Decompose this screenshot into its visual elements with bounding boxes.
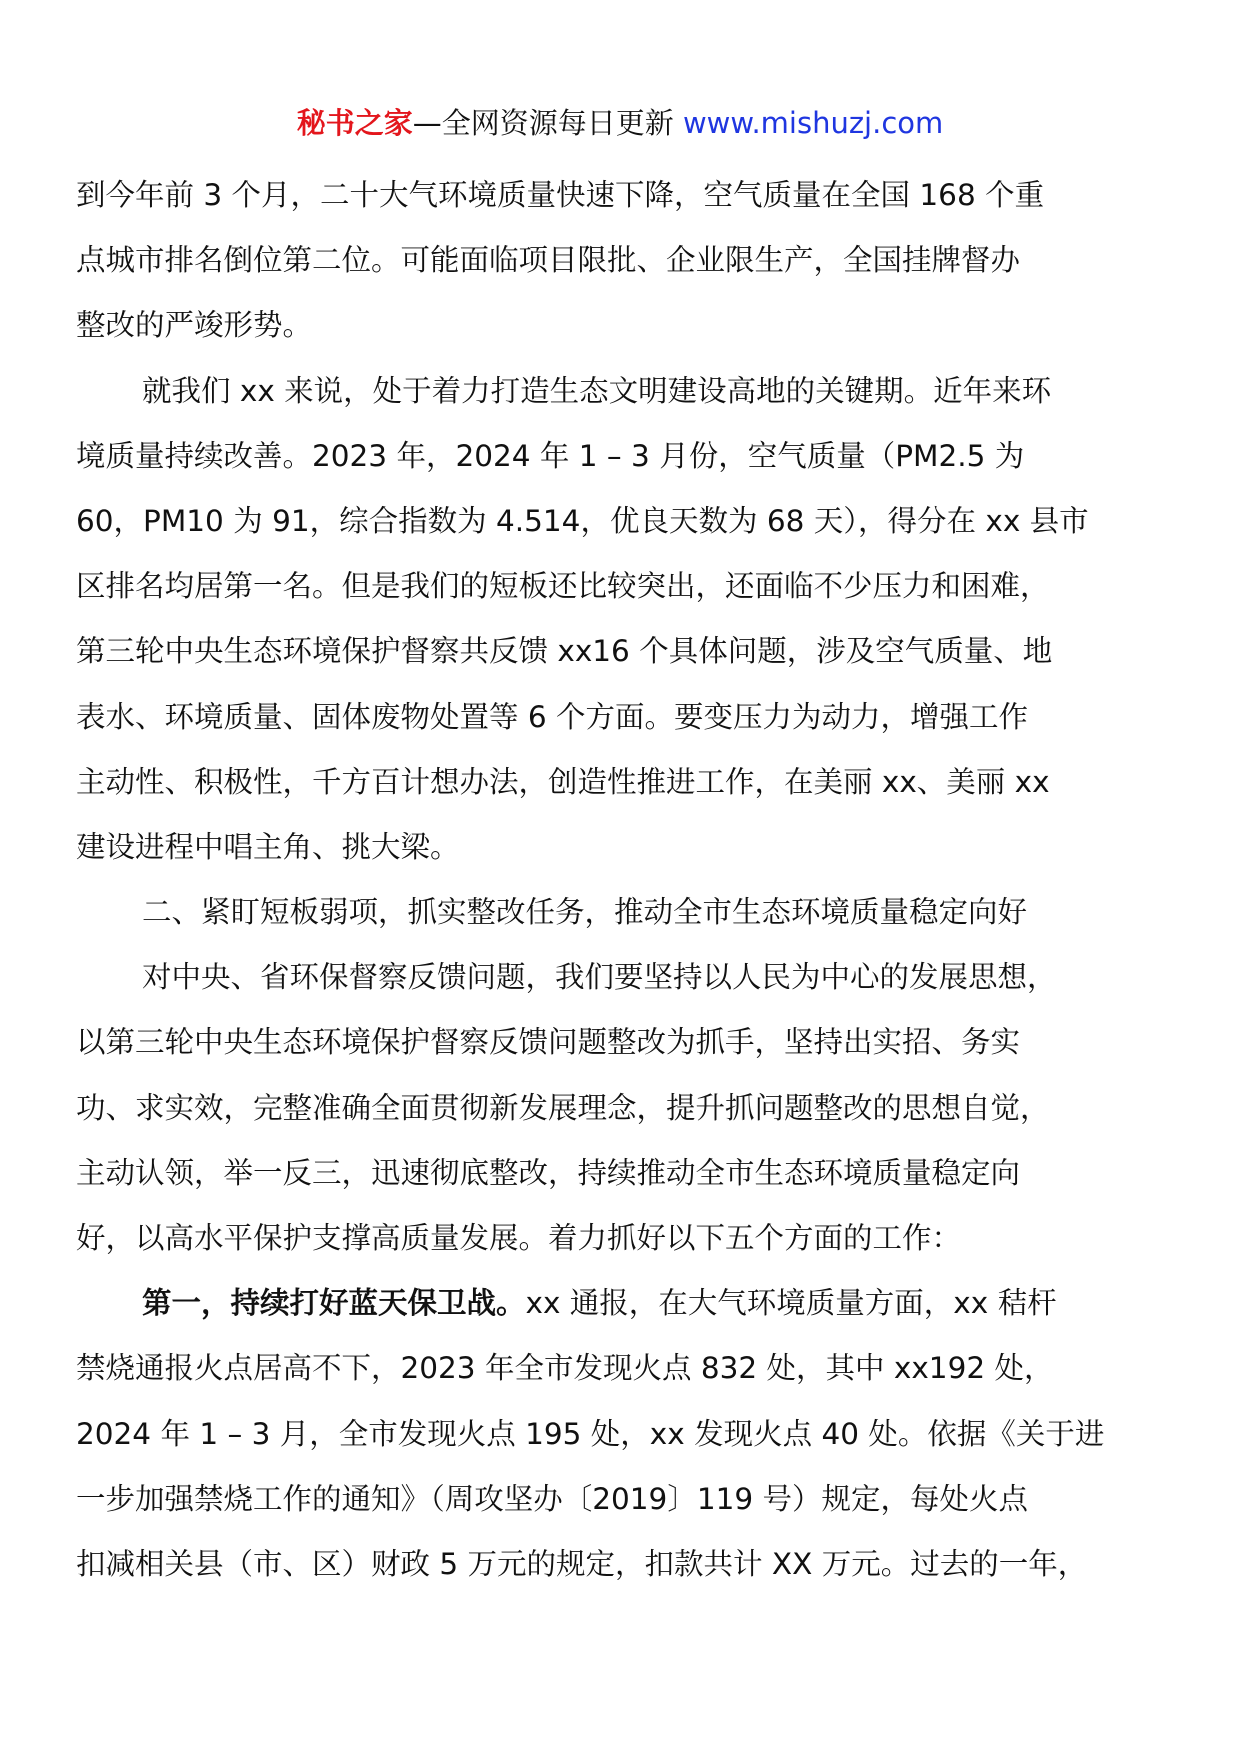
text-segment: xx 通报，在大气环境质量方面，xx 秸杆: [525, 1286, 1057, 1321]
text-line: 主动性、积极性，千方百计想办法，创造性推进工作，在美丽 xx、美丽 xx: [76, 764, 1050, 799]
text-line: 2024 年 1 – 3 月，全市发现火点 195 处，xx 发现火点 40 处。依据《关于进: [76, 1416, 1105, 1451]
text-line: 60，PM10 为 91，综合指数为 4.514，优良天数为 68 天），得分在 xx 县市: [76, 503, 1089, 538]
subsection-heading: 第一，持续打好蓝天保卫战。: [142, 1286, 526, 1321]
text-line: 建设进程中唱主角、挑大梁。: [76, 829, 460, 864]
text-line: 好，以高水平保护支撑高质量发展。着力抓好以下五个方面的工作：: [76, 1221, 962, 1255]
paragraph-start-line: [76, 1271, 1176, 1336]
section-heading: 二、紧盯短板弱项，抓实整改任务，推动全市生态环境质量稳定向好: [142, 895, 1028, 930]
text-line: 表水、环境质量、固体废物处置等 6 个方面。要变压力为动力，增强工作: [76, 699, 1029, 734]
text-line: 境质量持续改善。2023 年，2024 年 1 – 3 月份，空气质量（PM2.5 为: [76, 438, 1025, 473]
text-line: 主动认领，举一反三，迅速彻底整改，持续推动全市生态环境质量稳定向: [76, 1155, 1021, 1190]
header-tagline: —全网资源每日更新: [412, 106, 683, 140]
text-line: 区排名均居第一名。但是我们的短板还比较突出，还面临不少压力和困难，: [76, 569, 1050, 604]
brand-name: 秘书之家: [296, 106, 413, 140]
text-line: 点城市排名倒位第二位。可能面临项目限批、企业限生产，全国挂牌督办: [76, 243, 1021, 278]
paragraph-start-line: 就我们 xx 来说，处于着力打造生态文明建设高地的关键期。近年来环: [142, 373, 1052, 408]
text-line: 以第三轮中央生态环境保护督察反馈问题整改为抓手，坚持出实招、务实: [76, 1025, 1021, 1060]
text-line: 一步加强禁烧工作的通知》（周攻坚办〔2019〕119 号）规定，每处火点: [76, 1481, 1029, 1516]
text-line: 扣减相关县（市、区）财政 5 万元的规定，扣款共计 XX 万元。过去的一年，: [76, 1546, 1088, 1581]
text-line: 功、求实效，完整准确全面贯彻新发展理念，提升抓问题整改的思想自觉，: [76, 1090, 1050, 1125]
text-line: 整改的严竣形势。: [76, 308, 313, 343]
site-url: www.mishuzj.com: [682, 106, 944, 140]
text-line: 到今年前 3 个月，二十大气环境质量快速下降，空气质量在全国 168 个重: [76, 178, 1045, 212]
watermark-header: [0, 103, 1240, 143]
text-line: 禁烧通报火点居高不下，2023 年全市发现火点 832 处，其中 xx192 处，: [76, 1351, 1054, 1386]
text-line: 第三轮中央生态环境保护督察共反馈 xx16 个具体问题，涉及空气质量、地: [76, 634, 1053, 669]
paragraph-start-line: 对中央、省环保督察反馈问题，我们要坚持以人民为中心的发展思想，: [142, 960, 1057, 995]
document-body: [76, 163, 1176, 1597]
